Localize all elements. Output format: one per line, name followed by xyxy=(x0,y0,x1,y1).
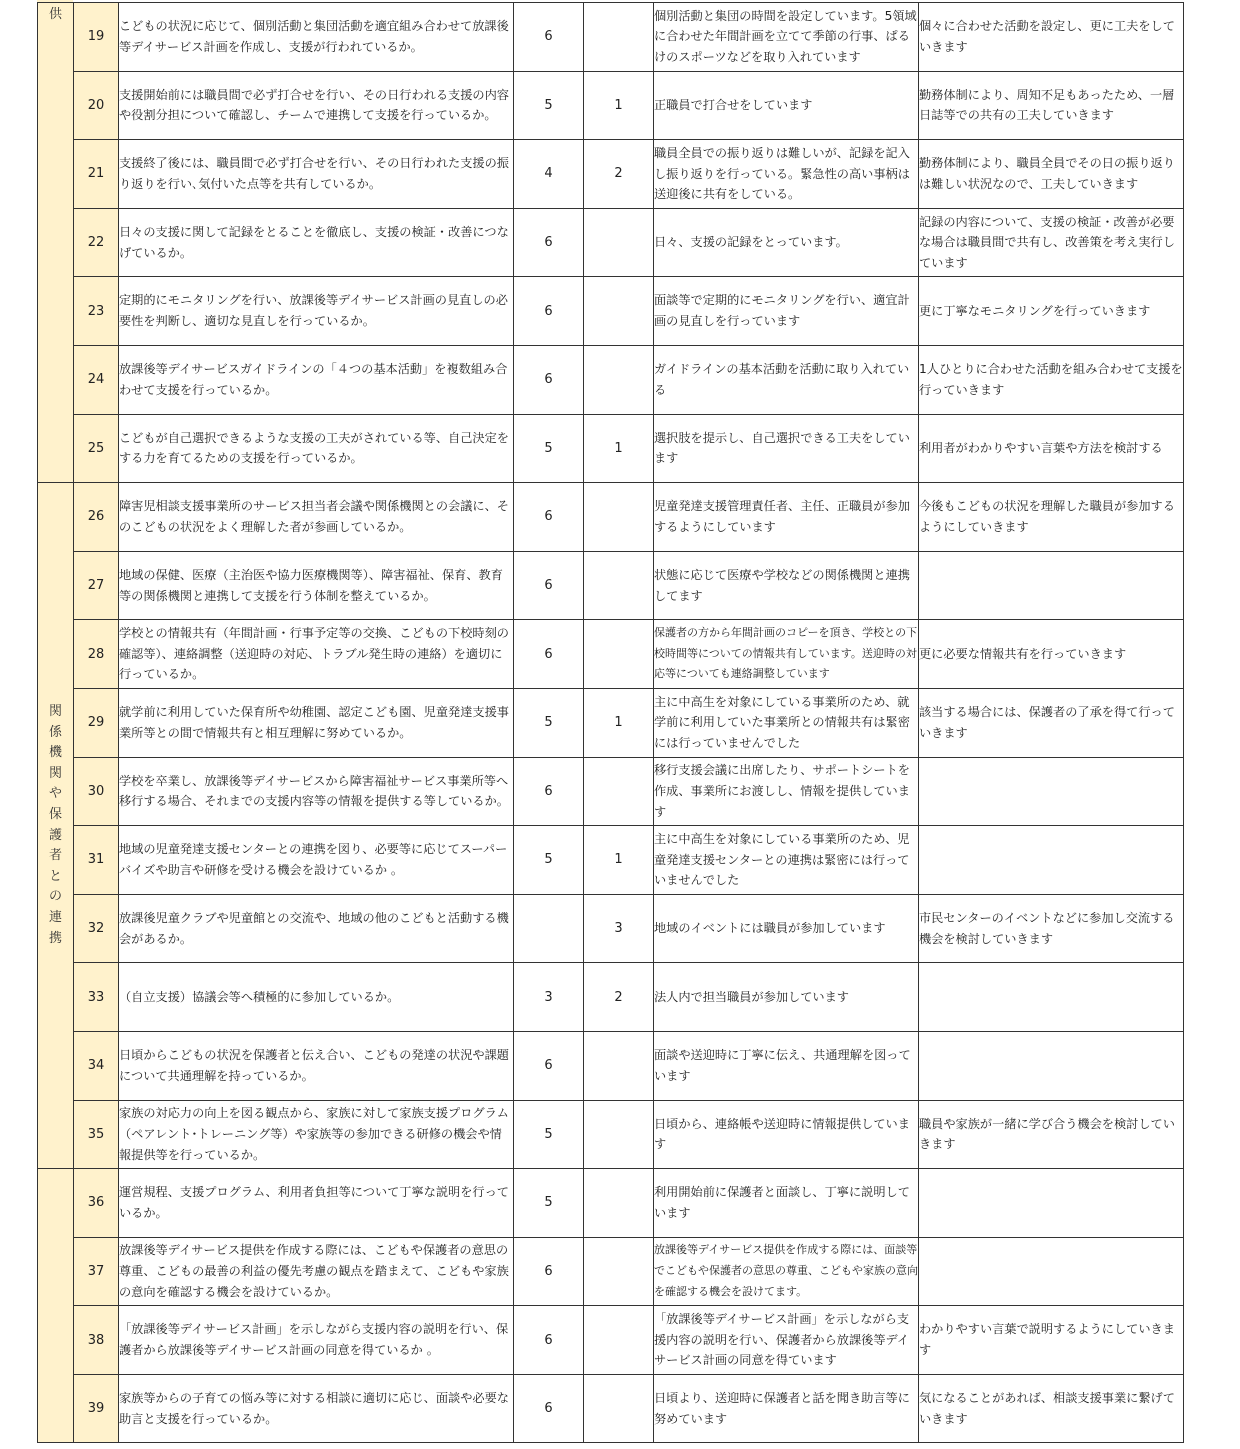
current-status-text: 日々、支援の記録をとっています。 xyxy=(654,208,919,277)
category-label: 供 xyxy=(48,7,62,22)
current-status-text: 法人内で担当職員が参加しています xyxy=(654,963,919,1032)
item-number: 30 xyxy=(74,757,119,826)
improvement-plan-text: 利用者がわかりやすい言葉や方法を検討する xyxy=(919,414,1184,483)
yes-count: 5 xyxy=(514,688,584,757)
question-text: 支援終了後には、職員間で必ず打合せを行い、その日行われた支援の振り返りを行い､気付いた点等を共有しているか。 xyxy=(119,140,514,209)
improvement-plan-text: 市民センターのイベントなどに参加し交流する機会を検討していきます xyxy=(919,894,1184,963)
improvement-plan-text: 該当する場合には、保護者の了承を得て行っていきます xyxy=(919,688,1184,757)
question-text: 日々の支援に関して記録をとることを徹底し、支援の検証・改善につなげているか。 xyxy=(119,208,514,277)
item-number: 22 xyxy=(74,208,119,277)
improvement-plan-text: わかりやすい言葉で説明するようにしていきます xyxy=(919,1306,1184,1375)
item-number: 21 xyxy=(74,140,119,209)
no-count xyxy=(584,1031,654,1100)
current-status-text: 放課後等デイサービス提供を作成する際には、面談等でこどもや保護者の意思の尊重、こどもや家族の意向を確認する機会を設けてます。 xyxy=(654,1237,919,1306)
table-row xyxy=(38,1237,1184,1306)
current-status-text: 面談や送迎時に丁寧に伝え、共通理解を図っています xyxy=(654,1031,919,1100)
question-text: 定期的にモニタリングを行い、放課後等デイサービス計画の見直しの必要性を判断し、適切な見直しを行っているか。 xyxy=(119,277,514,346)
improvement-plan-text: 勤務体制により、職員全員でその日の振り返りは難しい状況なので、工夫していきます xyxy=(919,140,1184,209)
yes-count: 6 xyxy=(514,757,584,826)
yes-count: 3 xyxy=(514,963,584,1032)
item-number: 34 xyxy=(74,1031,119,1100)
item-number: 38 xyxy=(74,1306,119,1375)
question-text: 放課後等デイサービス提供を作成する際には、こどもや保護者の意思の尊重、こどもの最善の利益の優先考慮の観点を踏まえて、こどもや家族の意向を確認する機会を設けているか。 xyxy=(119,1237,514,1306)
no-count xyxy=(584,1374,654,1443)
improvement-plan-text xyxy=(919,551,1184,620)
table-body xyxy=(38,3,1184,1443)
improvement-plan-text: 気になることがあれば、相談支援事業に繋げていきます xyxy=(919,1374,1184,1443)
question-text: 障害児相談支援事業所のサービス担当者会議や関係機関との会議に、そのこどもの状況をよく理解した者が参画しているか。 xyxy=(119,483,514,552)
current-status-text: 「放課後等デイサービス計画」を示しながら支援内容の説明を行い、保護者から放課後等デイサービス計画の同意を得ています xyxy=(654,1306,919,1375)
current-status-text: 状態に応じて医療や学校などの関係機関と連携してます xyxy=(654,551,919,620)
yes-count: 4 xyxy=(514,140,584,209)
question-text: こどもが自己選択できるような支援の工夫がされている等、自己決定をする力を育てるための支援を行っているか。 xyxy=(119,414,514,483)
no-count xyxy=(584,483,654,552)
no-count xyxy=(584,757,654,826)
question-text: 放課後児童クラブや児童館との交流や、地域の他のこどもと活動する機会があるか。 xyxy=(119,894,514,963)
no-count: 2 xyxy=(584,140,654,209)
question-text: （自立支援）協議会等へ積極的に参加しているか。 xyxy=(119,963,514,1032)
current-status-text: 主に中高生を対象にしている事業所のため、就学前に利用していた事業所との情報共有は緊密には行っていませんでした xyxy=(654,688,919,757)
table-row xyxy=(38,826,1184,895)
table-row xyxy=(38,1374,1184,1443)
yes-count: 6 xyxy=(514,345,584,414)
yes-count: 6 xyxy=(514,620,584,689)
no-count xyxy=(584,277,654,346)
current-status-text: 日頃から、連絡帳や送迎時に情報提供しています xyxy=(654,1100,919,1169)
item-number: 35 xyxy=(74,1100,119,1169)
table-row xyxy=(38,208,1184,277)
improvement-plan-text xyxy=(919,757,1184,826)
no-count xyxy=(584,1306,654,1375)
table-row xyxy=(38,1169,1184,1238)
item-number: 28 xyxy=(74,620,119,689)
current-status-text: 利用開始前に保護者と面談し、丁寧に説明しています xyxy=(654,1169,919,1238)
category-label: 関係機関や保護者との連携 xyxy=(48,704,62,946)
table-row xyxy=(38,3,1184,72)
yes-count: 5 xyxy=(514,414,584,483)
no-count: 1 xyxy=(584,826,654,895)
improvement-plan-text xyxy=(919,1169,1184,1238)
improvement-plan-text: 勤務体制により、周知不足もあったため、一層日誌等での共有の工夫していきます xyxy=(919,71,1184,140)
yes-count: 6 xyxy=(514,3,584,72)
yes-count: 5 xyxy=(514,71,584,140)
item-number: 29 xyxy=(74,688,119,757)
yes-count: 6 xyxy=(514,1031,584,1100)
question-text: 家族の対応力の向上を図る観点から、家族に対して家族支援プログラム（ペアレント･トレーニング等）や家族等の参加できる研修の機会や情報提供等を行っているか。 xyxy=(119,1100,514,1169)
table-row xyxy=(38,277,1184,346)
question-text: 地域の保健、医療（主治医や協力医療機関等）、障害福祉、保育、教育等の関係機関と連携して支援を行う体制を整えているか。 xyxy=(119,551,514,620)
current-status-text: 選択肢を提示し、自己選択できる工夫をしています xyxy=(654,414,919,483)
self-evaluation-table xyxy=(37,2,1184,1443)
yes-count: 6 xyxy=(514,483,584,552)
question-text: こどもの状況に応じて、個別活動と集団活動を適宜組み合わせて放課後等デイサービス計画を作成し、支援が行われているか。 xyxy=(119,3,514,72)
question-text: 家族等からの子育ての悩み等に対する相談に適切に応じ、面談や必要な助言と支援を行っているか。 xyxy=(119,1374,514,1443)
item-number: 39 xyxy=(74,1374,119,1443)
no-count xyxy=(584,345,654,414)
improvement-plan-text: 1人ひとりに合わせた活動を組み合わせて支援を行っていきます xyxy=(919,345,1184,414)
yes-count: 5 xyxy=(514,826,584,895)
question-text: 運営規程、支援プログラム、利用者負担等について丁寧な説明を行っているか。 xyxy=(119,1169,514,1238)
current-status-text: ガイドラインの基本活動を活動に取り入れている xyxy=(654,345,919,414)
question-text: 学校との情報共有（年間計画・行事予定等の交換、こどもの下校時刻の確認等）、連絡調整（送迎時の対応、トラブル発生時の連絡）を適切に行っているか。 xyxy=(119,620,514,689)
table-row xyxy=(38,71,1184,140)
category-cell xyxy=(38,3,74,483)
table-row xyxy=(38,1306,1184,1375)
category-cell xyxy=(38,483,74,1169)
improvement-plan-text: 職員や家族が一緒に学び合う機会を検討していきます xyxy=(919,1100,1184,1169)
current-status-text: 児童発達支援管理責任者、主任、正職員が参加するようにしています xyxy=(654,483,919,552)
improvement-plan-text xyxy=(919,826,1184,895)
item-number: 25 xyxy=(74,414,119,483)
yes-count: 6 xyxy=(514,1374,584,1443)
item-number: 19 xyxy=(74,3,119,72)
question-text: 就学前に利用していた保育所や幼稚園、認定こども園、児童発達支援事業所等との間で情報共有と相互理解に努めているか。 xyxy=(119,688,514,757)
yes-count: 6 xyxy=(514,551,584,620)
table-row xyxy=(38,483,1184,552)
no-count xyxy=(584,551,654,620)
table-row xyxy=(38,345,1184,414)
improvement-plan-text: 記録の内容について、支援の検証・改善が必要な場合は職員間で共有し、改善策を考え実行しています xyxy=(919,208,1184,277)
no-count xyxy=(584,3,654,72)
current-status-text: 職員全員での振り返りは難しいが、記録を記入し振り返りを行っている。緊急性の高い事柄は送迎後に共有をしている。 xyxy=(654,140,919,209)
question-text: 日頃からこどもの状況を保護者と伝え合い、こどもの発達の状況や課題について共通理解を持っているか。 xyxy=(119,1031,514,1100)
improvement-plan-text xyxy=(919,1237,1184,1306)
improvement-plan-text: 今後もこどもの状況を理解した職員が参加するようにしていきます xyxy=(919,483,1184,552)
no-count xyxy=(584,1169,654,1238)
no-count: 3 xyxy=(584,894,654,963)
no-count xyxy=(584,620,654,689)
current-status-text: 保護者の方から年間計画のコピーを頂き、学校との下校時間等についての情報共有しています。送迎時の対応等についても連絡調整しています xyxy=(654,620,919,689)
current-status-text: 個別活動と集団の時間を設定しています。5領域に合わせた年間計画を立てて季節の行事、ぱるけのスポーツなどを取り入れています xyxy=(654,3,919,72)
improvement-plan-text xyxy=(919,1031,1184,1100)
current-status-text: 日頃より、送迎時に保護者と話を聞き助言等に努めています xyxy=(654,1374,919,1443)
no-count: 1 xyxy=(584,71,654,140)
no-count xyxy=(584,208,654,277)
item-number: 27 xyxy=(74,551,119,620)
improvement-plan-text xyxy=(919,963,1184,1032)
table-row xyxy=(38,1100,1184,1169)
question-text: 学校を卒業し、放課後等デイサービスから障害福祉サービス事業所等へ移行する場合、それまでの支援内容等の情報を提供する等しているか。 xyxy=(119,757,514,826)
current-status-text: 移行支援会議に出席したり、サポートシートを作成、事業所にお渡しし、情報を提供しています xyxy=(654,757,919,826)
table-row xyxy=(38,894,1184,963)
improvement-plan-text: 更に丁寧なモニタリングを行っていきます xyxy=(919,277,1184,346)
yes-count: 6 xyxy=(514,277,584,346)
table-row xyxy=(38,688,1184,757)
table-row xyxy=(38,757,1184,826)
item-number: 26 xyxy=(74,483,119,552)
improvement-plan-text: 更に必要な情報共有を行っていきます xyxy=(919,620,1184,689)
question-text: 地域の児童発達支援センターとの連携を図り、必要等に応じてスーパーバイズや助言や研修を受ける機会を設けているか 。 xyxy=(119,826,514,895)
category-cell xyxy=(38,1169,74,1443)
improvement-plan-text: 個々に合わせた活動を設定し、更に工夫をしていきます xyxy=(919,3,1184,72)
yes-count xyxy=(514,894,584,963)
no-count: 1 xyxy=(584,414,654,483)
yes-count: 6 xyxy=(514,1306,584,1375)
no-count xyxy=(584,1100,654,1169)
no-count: 2 xyxy=(584,963,654,1032)
item-number: 33 xyxy=(74,963,119,1032)
yes-count: 5 xyxy=(514,1169,584,1238)
question-text: 放課後等デイサービスガイドラインの「４つの基本活動」を複数組み合わせて支援を行っているか。 xyxy=(119,345,514,414)
question-text: 「放課後等デイサービス計画」を示しながら支援内容の説明を行い、保護者から放課後等デイサービス計画の同意を得ているか 。 xyxy=(119,1306,514,1375)
item-number: 23 xyxy=(74,277,119,346)
item-number: 20 xyxy=(74,71,119,140)
current-status-text: 正職員で打合せをしています xyxy=(654,71,919,140)
table-row xyxy=(38,963,1184,1032)
current-status-text: 面談等で定期的にモニタリングを行い、適宜計画の見直しを行っています xyxy=(654,277,919,346)
yes-count: 6 xyxy=(514,208,584,277)
no-count: 1 xyxy=(584,688,654,757)
table-row xyxy=(38,1031,1184,1100)
table-row xyxy=(38,551,1184,620)
table-row xyxy=(38,140,1184,209)
current-status-text: 主に中高生を対象にしている事業所のため、児童発達支援センターとの連携は緊密には行っていませんでした xyxy=(654,826,919,895)
item-number: 32 xyxy=(74,894,119,963)
no-count xyxy=(584,1237,654,1306)
question-text: 支援開始前には職員間で必ず打合せを行い、その日行われる支援の内容や役割分担について確認し、チームで連携して支援を行っているか。 xyxy=(119,71,514,140)
table-row xyxy=(38,620,1184,689)
table-row xyxy=(38,414,1184,483)
item-number: 24 xyxy=(74,345,119,414)
item-number: 37 xyxy=(74,1237,119,1306)
yes-count: 6 xyxy=(514,1237,584,1306)
item-number: 31 xyxy=(74,826,119,895)
yes-count: 5 xyxy=(514,1100,584,1169)
current-status-text: 地域のイベントには職員が参加しています xyxy=(654,894,919,963)
item-number: 36 xyxy=(74,1169,119,1238)
